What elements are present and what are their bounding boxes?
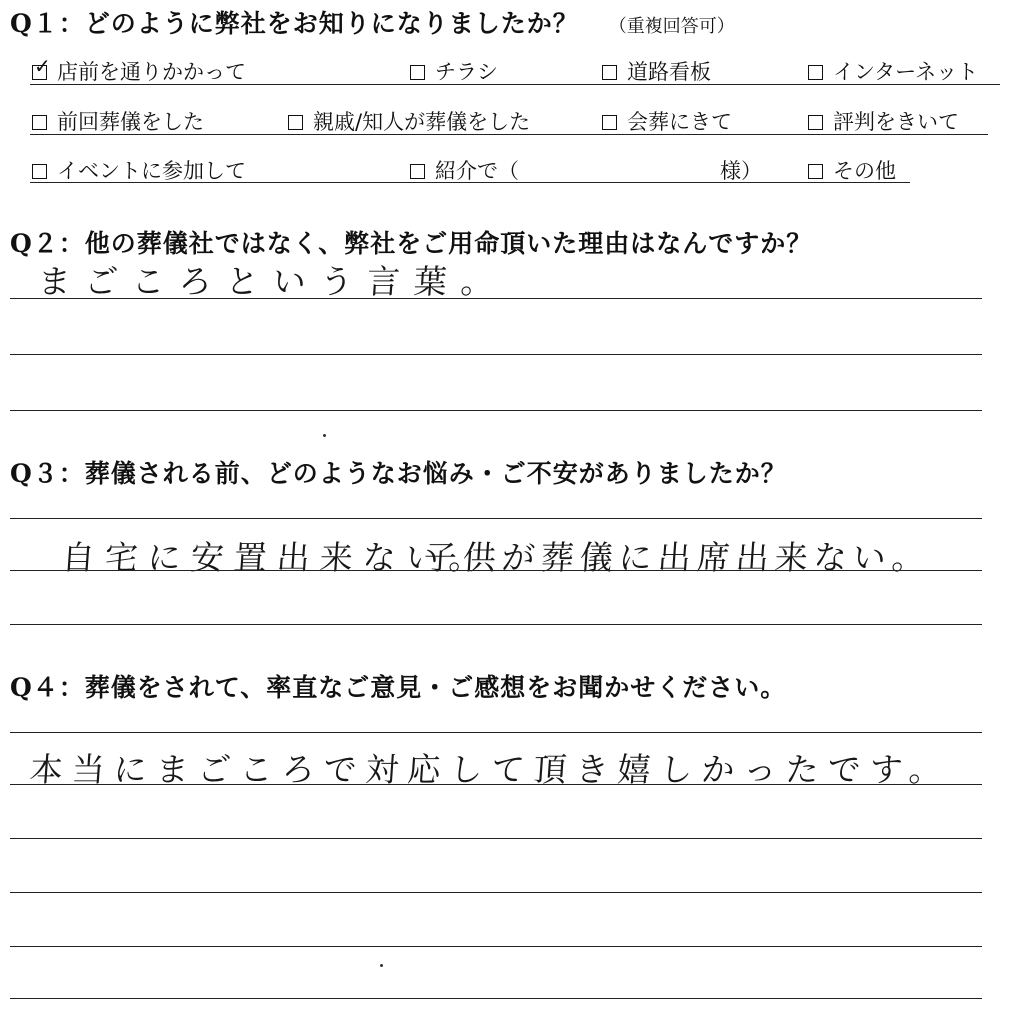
- option-storefront[interactable]: [32, 56, 246, 86]
- option-other[interactable]: [808, 155, 896, 185]
- ink-speck: [380, 964, 383, 967]
- q4-title: Q４：葬儀をされて、率直なご意見・ご感想をお聞かせください。: [10, 673, 787, 702]
- answer-line: [10, 946, 982, 947]
- option-label: 道路看板: [627, 60, 711, 84]
- answer-line: [10, 784, 982, 785]
- ink-speck: [323, 434, 326, 437]
- option-road-sign[interactable]: [602, 56, 711, 86]
- answer-line: [10, 998, 982, 999]
- option-attended-funeral[interactable]: [602, 106, 732, 136]
- option-label: チラシ: [435, 60, 498, 84]
- answer-line: [10, 410, 982, 411]
- answer-line: [10, 624, 982, 625]
- answer-line: [10, 518, 982, 519]
- answer-line: [10, 838, 982, 839]
- checkbox[interactable]: [32, 115, 47, 130]
- option-flyer[interactable]: [410, 56, 498, 86]
- option-reputation[interactable]: [808, 106, 959, 136]
- option-event[interactable]: [32, 155, 246, 185]
- q1-title: Q１：どのように弊社をお知りになりましたか？: [10, 9, 579, 38]
- checkbox[interactable]: [32, 164, 47, 179]
- option-relative-funeral[interactable]: [288, 106, 530, 136]
- option-label: イベントに参加して: [57, 159, 246, 183]
- checkbox[interactable]: [410, 164, 425, 179]
- checkbox[interactable]: [808, 164, 823, 179]
- option-label: 親戚/知人が葬儀をした: [313, 110, 531, 134]
- answer-line: [10, 354, 982, 355]
- option-label: 紹介で（: [435, 159, 519, 183]
- option-label: インターネット: [833, 60, 979, 84]
- option-introduction[interactable]: [410, 155, 519, 185]
- q4-handwritten-answer: 本当にまごころで対応して頂き嬉しかったです。: [28, 750, 953, 789]
- q3-handwritten-answer-1: 自宅に安置出来ない。: [60, 538, 494, 577]
- q1-note: （重複回答可）: [608, 16, 735, 37]
- checkbox[interactable]: [32, 54, 51, 80]
- checkbox[interactable]: [410, 65, 425, 80]
- checkbox[interactable]: [602, 65, 617, 80]
- q3-title: Q３：葬儀される前、どのようなお悩み・ご不安がありましたか？: [10, 459, 787, 488]
- option-label: 店前を通りかかって: [57, 60, 246, 84]
- option-label: 評判をきいて: [833, 110, 959, 134]
- introducer-suffix: 様）: [720, 159, 762, 183]
- checkbox[interactable]: [808, 115, 823, 130]
- option-internet[interactable]: [808, 56, 978, 86]
- option-previous-funeral[interactable]: [32, 106, 204, 136]
- check-mark-icon: ✓: [34, 54, 51, 78]
- answer-line: [10, 298, 982, 299]
- answer-line: [10, 892, 982, 893]
- q2-title: Q２：他の葬儀社ではなく、弊社をご用命頂いた理由はなんですか？: [10, 229, 813, 258]
- q3-handwritten-answer-2: 子供が葬儀に出席出来ない。: [422, 538, 933, 577]
- q1-heading: [10, 4, 735, 40]
- option-underline: [30, 84, 1000, 85]
- option-label: その他: [833, 159, 896, 183]
- q2-handwritten-answer: まごころという言葉。: [36, 262, 510, 301]
- option-underline: [30, 134, 988, 135]
- option-label: 会葬にきて: [627, 110, 732, 134]
- checkbox[interactable]: [602, 115, 617, 130]
- answer-line: [10, 570, 982, 571]
- checkbox[interactable]: [288, 115, 303, 130]
- option-underline: [30, 182, 910, 183]
- option-label: 前回葬儀をした: [57, 110, 204, 134]
- answer-line: [10, 732, 982, 733]
- checkbox[interactable]: [808, 65, 823, 80]
